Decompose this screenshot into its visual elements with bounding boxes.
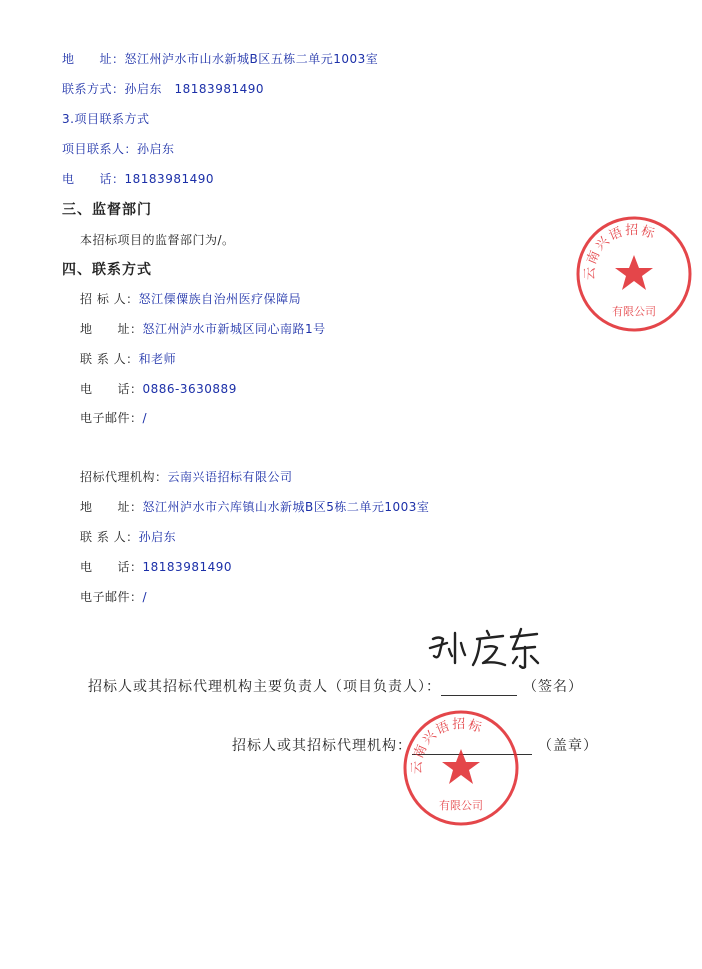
seal-suffix: （盖章） bbox=[538, 738, 598, 754]
svg-text:有限公司: 有限公司 bbox=[439, 799, 483, 812]
agency-name-row bbox=[80, 468, 293, 485]
tenderer-phone-value: 0886-3630889 bbox=[142, 382, 237, 396]
project-contact-heading: 3.项目联系方式 bbox=[62, 112, 150, 126]
project-contact-person-label: 项目联系人： bbox=[62, 142, 138, 156]
agency-contact-label: 联系方式： bbox=[62, 82, 125, 96]
agency-detail-phone-row bbox=[80, 558, 232, 575]
agency-address-label: 地 址： bbox=[62, 52, 125, 66]
agency-detail-address-label: 地 址： bbox=[80, 500, 143, 514]
tenderer-address-row bbox=[80, 320, 326, 337]
responsible-signature-row bbox=[88, 676, 583, 696]
tenderer-contact-label: 联 系 人： bbox=[80, 352, 139, 366]
agency-detail-contact-label: 联 系 人： bbox=[80, 530, 139, 544]
section-supervision-text: 本招标项目的监督部门为/。 bbox=[80, 233, 235, 247]
svg-text:云南兴语招标: 云南兴语招标 bbox=[409, 716, 486, 775]
tenderer-phone-label: 电 话： bbox=[80, 382, 143, 396]
tenderer-address-value: 怒江州泸水市新城区同心南路1号 bbox=[142, 322, 326, 336]
agency-contact-value: 孙启东 18183981490 bbox=[124, 82, 264, 96]
agency-detail-phone-value: 18183981490 bbox=[142, 560, 232, 574]
tenderer-contact-row bbox=[80, 350, 176, 367]
agency-name-label: 招标代理机构： bbox=[80, 470, 168, 484]
agency-name-value: 云南兴语招标有限公司 bbox=[167, 470, 293, 484]
tenderer-email-value: / bbox=[142, 411, 148, 425]
agency-detail-phone-label: 电 话： bbox=[80, 560, 143, 574]
project-contact-person-value: 孙启东 bbox=[137, 142, 175, 156]
project-contact-phone-row bbox=[62, 170, 214, 187]
tenderer-name-row bbox=[80, 290, 301, 307]
agency-detail-address-value: 怒江州泸水市六库镇山水新城B区5栋二单元1003室 bbox=[142, 500, 430, 514]
tenderer-address-label: 地 址： bbox=[80, 322, 143, 336]
agency-detail-contact-row bbox=[80, 528, 176, 545]
sign-suffix: （签名） bbox=[523, 679, 583, 695]
agency-seal-label: 招标人或其招标代理机构： bbox=[232, 738, 412, 754]
agency-address-row bbox=[62, 50, 378, 67]
tenderer-name-label: 招 标 人： bbox=[80, 292, 139, 306]
agency-detail-email-label: 电子邮件： bbox=[80, 590, 143, 604]
tenderer-contact-value: 和老师 bbox=[138, 352, 177, 366]
agency-contact-row bbox=[62, 80, 264, 97]
svg-text:云南兴语招标: 云南兴语招标 bbox=[582, 222, 659, 281]
project-contact-phone-label: 电 话： bbox=[62, 172, 125, 186]
agency-address-value: 怒江州泸水市山水新城B区五栋二单元1003室 bbox=[124, 52, 379, 66]
tenderer-email-label: 电子邮件： bbox=[80, 411, 143, 425]
company-seal-stamp-2 bbox=[400, 707, 522, 829]
tenderer-phone-row bbox=[80, 380, 237, 397]
tenderer-name-value: 怒江傈僳族自治州医疗保障局 bbox=[138, 292, 302, 306]
svg-text:有限公司: 有限公司 bbox=[612, 305, 656, 318]
project-contact-phone-value: 18183981490 bbox=[124, 172, 214, 186]
agency-detail-contact-value: 孙启东 bbox=[138, 530, 177, 544]
project-contact-person-row bbox=[62, 140, 175, 157]
agency-detail-email-value: / bbox=[142, 590, 148, 604]
tenderer-email-row bbox=[80, 409, 147, 426]
section-supervision-title: 三、监督部门 bbox=[62, 202, 152, 218]
company-seal-stamp bbox=[573, 213, 695, 335]
responsible-label: 招标人或其招标代理机构主要负责人（项目负责人）： bbox=[88, 679, 441, 695]
handwritten-signature bbox=[425, 625, 545, 675]
section-contact-title: 四、联系方式 bbox=[62, 262, 152, 278]
agency-detail-address-row bbox=[80, 498, 429, 515]
signature-blank-line bbox=[441, 681, 517, 696]
agency-detail-email-row bbox=[80, 588, 147, 605]
